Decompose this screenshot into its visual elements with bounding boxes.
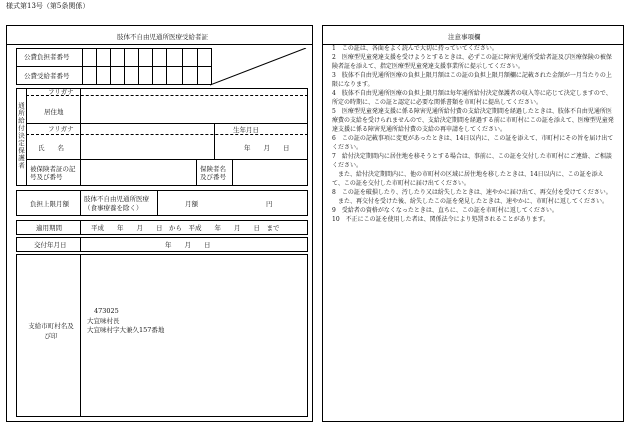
- issuer-label: 支給市町村名及び印: [28, 322, 74, 340]
- cross-out-line: [210, 48, 308, 86]
- notes-title: 注意事項欄: [448, 33, 481, 41]
- delivery-value: 年 月 日: [165, 241, 211, 249]
- guardian-side-label: 通所給付決定保護者: [17, 102, 25, 170]
- furigana2-label: フリガナ: [48, 125, 74, 133]
- note-item: 9 受給者の資格がなくなったときは、直ちに、この証を市町村に返してください。: [332, 207, 558, 214]
- issuer-code: 473025: [94, 307, 119, 315]
- insurance-cert-label: 被保険者証の記号及び番号: [30, 165, 76, 181]
- note-item: 10 不正にこの証を使用した者は、関係法令により処罰されることがあります。: [332, 216, 550, 223]
- recipient-number-label: 公費受給者番号: [24, 72, 70, 80]
- period-value: 平成 年 月 日 から 平成 年 月 日 まで: [91, 224, 280, 232]
- furigana-label: フリガナ: [48, 88, 74, 96]
- note-item: 4 肢体不自由児通所医療の負担上限月額は毎年通所給付決定保護者の収入等に応じて決定しますので、所定の時期に、この証と認定に必要な関係書類を市町村に提出してください。: [332, 90, 612, 106]
- dob-value: 年 月 日: [244, 144, 290, 152]
- dob-label: 生年月日: [233, 126, 259, 134]
- insurer-name-label: 保険者名及び番号: [200, 165, 226, 181]
- note-item: 6 この証の記載事項に変更があったときは、14日以内に、この証を添えて、市町村にその旨を届け出てください。: [332, 135, 614, 151]
- payer-number-label: 公費負担者番号: [24, 53, 70, 61]
- burden-cap-description: 肢体不自由児通所医療（食事療養を除く）: [84, 195, 149, 212]
- note-item: また、再交付を受けた後、紛失したこの証を発見したときは、速やかに、市町村に返してください。: [332, 198, 609, 205]
- period-label: 適用期間: [36, 224, 62, 232]
- note-item: また、給付決定期間内に、他の市町村の区域に居住地を移したときは、14日以内に、この証を添えて、この証を交付した市町村に届け出てください。: [332, 171, 604, 187]
- note-item: 1 この証は、各面をよく読んで大切に持っていてください。: [332, 45, 498, 52]
- note-item: 7 給付決定期間内に居住地を移そうとする場合は、事前に、この証を交付した市町村にご連絡、ご相談ください。: [332, 153, 612, 169]
- form-id: 様式第13号（第5条関係）: [6, 2, 90, 10]
- note-item: 8 この証を破損したり、汚したり又は紛失したときは、速やかに届け出て、再交付を受けてください。: [332, 189, 612, 196]
- burden-cap-label: 負担上限月額: [30, 200, 69, 208]
- address-label: 居住地: [44, 108, 64, 116]
- monthly-label: 月額: [185, 200, 198, 208]
- notes-list: [332, 44, 614, 224]
- name-label: 氏 名: [38, 144, 64, 152]
- issuer-name: 大宜味村長: [87, 317, 120, 325]
- note-item: 5 医療型児童発達支援に係る障害児通所給付費の支給決定期間を経過したときは、肢体不自由児通所医療費の支給を受けられませんので、支給決定期間を経過する前に市町村にこの証を添えて、医療型児童発達支援に係る障害児通所給付費の支給の再申請をしてください。: [332, 108, 614, 133]
- note-item: 3 肢体不自由児通所医療の負担上限月額はこの証の負担上限月額欄に記載された金額が一月当たりの上限になります。: [332, 72, 612, 88]
- note-item: 2 医療型児童発達支援を受けようとするときは、必ずこの証に障害児通所受給者証及び医療保険の被保険者証を添えて、指定医療型児童発達支援事業所に提示してください。: [332, 54, 612, 70]
- delivery-label: 交付年月日: [34, 241, 67, 249]
- yen-label: 円: [266, 200, 273, 208]
- certificate-title: 肢体不自由児通所医療受給者証: [117, 33, 208, 41]
- issuer-address: 大宜味村字大兼久157番地: [87, 326, 165, 334]
